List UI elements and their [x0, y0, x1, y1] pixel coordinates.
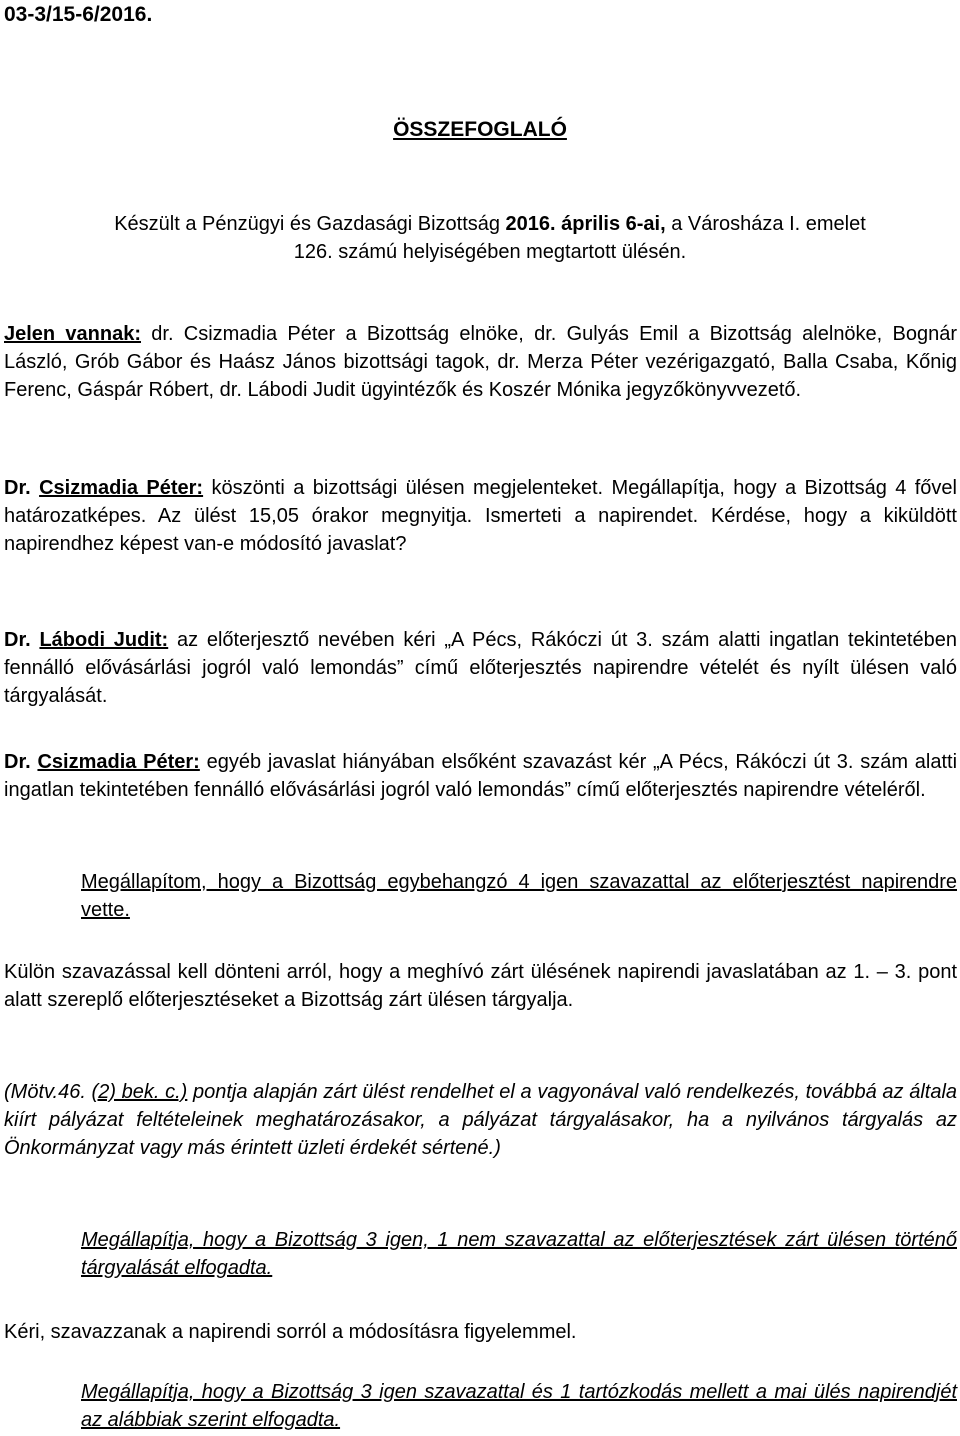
speech-paragraph-1: [4, 474, 957, 558]
legal-ref: (2) bek. c.): [91, 1081, 188, 1103]
document-title: ÖSSZEFOGLALÓ: [393, 118, 567, 141]
speaker-name: Lábodi Judit:: [39, 629, 169, 651]
legal-open: (Mötv.46.: [4, 1081, 92, 1103]
legal-basis-paragraph: [4, 1078, 957, 1162]
intro-post: a Városháza I. emelet 126. számú helyiségében megtartott ülésén.: [293, 213, 866, 263]
speaker-name: Csizmadia Péter:: [37, 751, 200, 773]
decision-2: Megállapítja, hogy a Bizottság 3 igen, 1 nem szavazattal az előterjesztések zárt ülésen történő tárgyalását elfogadta.: [81, 1229, 957, 1279]
legal-text: pontja alapján zárt ülést rendelhet el a vagyonával való rendelkezés, továbbá az általa kiírt pályázat feltételeinek meghatározásakor, a pályázat tárgyalásakor, ha a nyilvános tárgyalás az Önkormányzat vagy más érintett üzleti érdekét sértené.): [4, 1081, 958, 1159]
speaker-prefix: Dr.: [4, 477, 40, 499]
speaker-prefix: Dr.: [4, 751, 38, 773]
speech-paragraph-3: [4, 748, 957, 804]
meeting-date: 2016. április 6-ai,: [505, 213, 666, 235]
decision-3: Megállapítja, hogy a Bizottság 3 igen szavazattal és 1 tartózkodás mellett a mai ülés napirendjét az alábbiak szerint elfogadta.: [81, 1381, 957, 1431]
speech-text: egyéb javaslat hiányában elsőként szavazást kér „A Pécs, Rákóczi út 3. szám alatti ingatlan tekintetében fennálló elővásárlási jogról való lemondás” című előterjesztés napirendre vételéről.: [4, 751, 958, 801]
speech-text: köszönti a bizottsági ülésen megjelenteket. Megállapítja, hogy a Bizottság 4 fővel határozatképes. Az ülést 15,05 órakor megnyitja. Ismerteti a napirendet. Kérdése, hogy a kiküldött napirendhez képest van-e módosító javaslat?: [4, 477, 957, 555]
speaker-prefix: Dr.: [4, 629, 40, 651]
speech-paragraph-2: [4, 626, 957, 710]
intro-pre: Készült a Pénzügyi és Gazdasági Bizottság: [114, 213, 506, 235]
attendance-text: dr. Csizmadia Péter a Bizottság elnöke, dr. Gulyás Emil a Bizottság alelnöke, Bognár László, Grób Gábor és Haász János bizottsági tagok, dr. Merza Péter vezérigazgató, Balla Csaba, Kőnig Ferenc, Gáspár Róbert, dr. Lábodi Judit ügyintézők és Koszér Mónika jegyzőkönyvvezető.: [4, 323, 957, 401]
speaker-name: Csizmadia Péter:: [39, 477, 204, 499]
decision-1: Megállapítom, hogy a Bizottság egybehangzó 4 igen szavazattal az előterjesztést napirendre vette.: [81, 871, 957, 921]
document-reference: 03-3/15-6/2016.: [4, 3, 153, 26]
attendance-label: Jelen vannak:: [4, 323, 141, 345]
attendance-paragraph: [4, 320, 957, 404]
speech-text: az előterjesztő nevében kéri „A Pécs, Rákóczi út 3. szám alatti ingatlan tekintetében fennálló elővásárlási jogról való lemondás” című előterjesztés napirendre vételét és nyílt ülésen való tárgyalását.: [4, 629, 957, 707]
intro-paragraph: [100, 210, 880, 266]
closed-session-paragraph: Külön szavazással kell dönteni arról, hogy a meghívó zárt ülésének napirendi javaslatában az 1. – 3. pont alatt szereplő előterjesztéseket a Bizottság zárt ülésen tárgyalja.: [4, 961, 957, 1011]
agenda-vote-paragraph: Kéri, szavazzanak a napirendi sorról a módosításra figyelemmel.: [4, 1321, 577, 1343]
